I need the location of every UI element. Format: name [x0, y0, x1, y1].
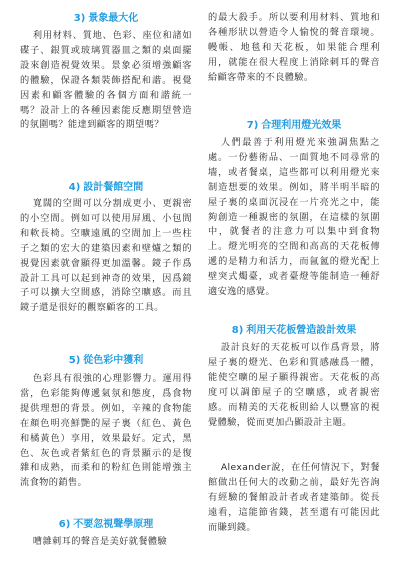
- body-paragraph: 寬闊的空間可以分割成更小、更親密的小空間。例如可以使用屏風、小包間和軟長椅。空曠遠風的空間加上一些柱子之類的宏大的建築因素和壁爐之類的視覺因素就會顯得更加溫馨。鏡子作爲設計工具可以起到神奇的效果，因爲鏡子可以擴大空間感，消除空曠感。而且鏡子還是很好的觀察顧客的工具。: [20, 198, 192, 314]
- section-title: 不要忽視聲學原理: [73, 519, 154, 530]
- section-number: 7): [246, 120, 259, 131]
- body-paragraph: 人們最善于利用燈光來強調焦點之處。一份藝術品、一面質地不同尋常的墻，或者餐桌，這些都可以利用燈光來制造想要的效果。例如，將半明半暗的屋子裏的桌面沉浸在一片亮光之中，能夠創造一種親密的氛圍，在這樣的氛圍中，就餐者的注意力可以集中到食物上。燈光明亮的空間和高高的天花板傳遞的是精力和活力，而氤氳的燈光配上壁突式燭臺，或者臺燈等能制造一種舒適安逸的感覺。: [208, 137, 380, 298]
- section-title: 景象最大化: [88, 13, 139, 24]
- body-paragraph: 嘈雜刺耳的聲音是美好就餐體驗: [32, 536, 168, 547]
- section-number: 3): [73, 13, 86, 24]
- section-number: 6): [58, 519, 71, 530]
- section-heading: [208, 119, 380, 133]
- section-heading: [208, 324, 380, 338]
- body-paragraph: 的最大殺手。所以要利用材料、質地和各種形狀以營造令人愉悅的聲音環境。幔帳、地毯和天花板，如果能合理利用，就能在很大程度上消除刺耳的聲音給顧客帶來的不良體驗。: [208, 12, 380, 83]
- section-title: 合理利用燈光效果: [261, 120, 342, 131]
- section-title: 設計餐館空間: [83, 182, 144, 193]
- body-paragraph: Alexander說，在任何情況下，對餐館做出任何大的改動之前，最好先咨詢有經驗的餐館設計者或者建築師。從長遠看，這能節省錢，甚至還有可能因此而賺到錢。: [208, 462, 380, 533]
- section-heading: [20, 518, 192, 532]
- section-number: 5): [68, 355, 81, 366]
- section-number: 4): [68, 182, 81, 193]
- section-heading: [20, 354, 192, 368]
- body-paragraph: 設計良好的天花板可以作爲背景，將屋子裏的燈光、色彩和質感融爲一體，能使空曠的屋子顯得親密。天花板的高度可以調節屋子的空曠感，或者親密感。而精美的天花板則給人以豐富的視覺體驗，從而更加凸顯設計主題。: [208, 342, 380, 428]
- section-title: 利用天花板營造設計效果: [246, 325, 357, 336]
- section-number: 8): [231, 325, 244, 336]
- body-paragraph: 色彩具有很強的心理影響力。運用得當，色彩能夠傳遞氣氛和態度，爲食物提供理想的背景。例如，辛辣的食物能在顏色明亮鮮艷的屋子裏（紅色、黃色和橘黃色）享用，效果最好。定式，黑色、灰色或者紫紅色的背景顯示的是復雜和成熟，而柔和的粉紅色則能增強主流食物的銷售。: [20, 373, 192, 489]
- section-heading: [20, 12, 192, 26]
- section-heading: [20, 181, 192, 195]
- body-paragraph: 利用材料、質地、色彩、座位和諸如碟子、銀質或玻璃質器皿之類的桌面擺設來創造視覺效果。景象必須增強顧客的體驗，保證各類裝飾搭配和諧。視覺因素和顧客體驗的各個方面和諧統一嗎？設計上的各種因素能反應期望營造的氛圍嗎？能達到顧客的期望嗎？: [20, 30, 192, 131]
- section-title: 從色彩中獲利: [83, 355, 144, 366]
